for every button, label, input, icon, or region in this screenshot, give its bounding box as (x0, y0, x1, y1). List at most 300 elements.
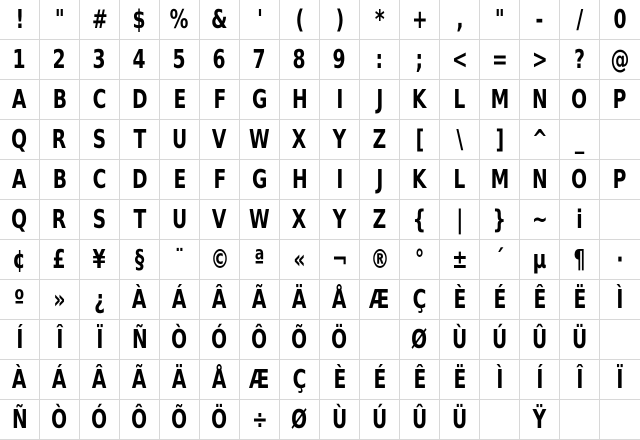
glyph-character: Æ (369, 284, 390, 315)
glyph-character: { (412, 204, 427, 235)
glyph-cell[interactable] (280, 0, 320, 40)
glyph-cell[interactable] (160, 200, 200, 240)
glyph-character: Î (56, 324, 63, 355)
glyph-cell[interactable] (560, 120, 600, 160)
glyph-cell[interactable] (520, 400, 560, 440)
glyph-cell[interactable] (280, 120, 320, 160)
glyph-cell[interactable] (440, 160, 480, 200)
glyph-cell[interactable] (40, 320, 80, 360)
glyph-cell[interactable] (40, 360, 80, 400)
glyph-cell[interactable] (120, 280, 160, 320)
glyph-cell[interactable] (240, 360, 280, 400)
glyph-cell[interactable] (520, 320, 560, 360)
glyph-character: # (91, 4, 108, 35)
glyph-character: 6 (212, 44, 227, 75)
glyph-cell[interactable] (400, 280, 440, 320)
glyph-cell[interactable] (160, 240, 200, 280)
glyph-character: ´ (494, 244, 505, 275)
glyph-cell[interactable] (360, 0, 400, 40)
glyph-cell[interactable] (0, 360, 40, 400)
glyph-cell[interactable] (480, 240, 520, 280)
glyph-cell[interactable] (120, 360, 160, 400)
glyph-cell[interactable] (360, 80, 400, 120)
glyph-character: D (131, 84, 148, 115)
glyph-character: ! (15, 4, 24, 35)
glyph-character: * (374, 4, 385, 35)
glyph-character: R (52, 204, 67, 235)
glyph-cell[interactable] (360, 320, 400, 360)
glyph-cell[interactable] (200, 80, 240, 120)
glyph-cell[interactable] (520, 280, 560, 320)
glyph-character: Ù (331, 404, 348, 435)
glyph-cell[interactable] (600, 160, 640, 200)
glyph-cell[interactable] (440, 400, 480, 440)
glyph-character: T (133, 204, 146, 235)
glyph-character: O (571, 164, 588, 195)
glyph-cell[interactable] (160, 0, 200, 40)
glyph-cell[interactable] (360, 280, 400, 320)
glyph-character: Á (52, 364, 67, 395)
glyph-character: 1 (12, 44, 27, 75)
glyph-cell[interactable] (240, 240, 280, 280)
glyph-character: À (132, 284, 147, 315)
glyph-character: L (453, 84, 466, 115)
glyph-cell[interactable] (0, 160, 40, 200)
glyph-cell[interactable] (440, 0, 480, 40)
glyph-cell[interactable] (120, 200, 160, 240)
glyph-character: " (54, 4, 65, 35)
glyph-character: T (133, 124, 146, 155)
glyph-character: Ü (571, 324, 588, 355)
glyph-character: X (292, 124, 307, 155)
glyph-cell[interactable] (400, 360, 440, 400)
glyph-cell[interactable] (560, 240, 600, 280)
glyph-character: Ø (411, 324, 428, 355)
glyph-character: E (173, 164, 186, 195)
glyph-cell[interactable] (440, 360, 480, 400)
glyph-cell[interactable] (360, 160, 400, 200)
glyph-cell[interactable] (320, 240, 360, 280)
glyph-cell[interactable] (120, 0, 160, 40)
glyph-character: ~ (531, 204, 548, 235)
glyph-cell[interactable] (200, 240, 240, 280)
glyph-character: 9 (332, 44, 347, 75)
glyph-cell[interactable] (400, 160, 440, 200)
glyph-cell[interactable] (40, 120, 80, 160)
glyph-character: G (251, 164, 268, 195)
glyph-cell[interactable] (400, 200, 440, 240)
glyph-character: ¶ (573, 244, 586, 275)
glyph-character: Ø (291, 404, 308, 435)
glyph-character: P (613, 164, 627, 195)
glyph-cell[interactable] (80, 320, 120, 360)
glyph-character: Ã (252, 284, 267, 315)
glyph-cell[interactable] (440, 240, 480, 280)
glyph-cell[interactable] (320, 40, 360, 80)
glyph-cell[interactable] (80, 400, 120, 440)
glyph-cell[interactable] (120, 240, 160, 280)
glyph-cell[interactable] (40, 160, 80, 200)
glyph-cell[interactable] (480, 400, 520, 440)
glyph-character: ± (451, 244, 468, 275)
glyph-cell[interactable] (360, 360, 400, 400)
glyph-character: Ò (171, 324, 188, 355)
glyph-cell[interactable] (0, 240, 40, 280)
glyph-character: · (616, 244, 624, 275)
glyph-character: É (493, 284, 506, 315)
glyph-character: È (333, 364, 346, 395)
glyph-cell[interactable] (0, 40, 40, 80)
glyph-cell[interactable] (560, 320, 600, 360)
glyph-cell[interactable] (560, 160, 600, 200)
glyph-character: R (52, 124, 67, 155)
glyph-character: J (376, 84, 383, 115)
glyph-cell[interactable] (80, 0, 120, 40)
glyph-character: 0 (613, 4, 627, 35)
glyph-cell[interactable] (520, 240, 560, 280)
glyph-cell[interactable] (320, 320, 360, 360)
glyph-character: = (491, 44, 508, 75)
glyph-character: § (134, 244, 145, 275)
glyph-cell[interactable] (400, 0, 440, 40)
glyph-cell[interactable] (520, 80, 560, 120)
glyph-cell[interactable] (280, 40, 320, 80)
glyph-cell[interactable] (280, 280, 320, 320)
glyph-cell[interactable] (80, 160, 120, 200)
glyph-character: Ù (451, 324, 468, 355)
glyph-cell[interactable] (280, 320, 320, 360)
glyph-character: V (212, 124, 227, 155)
glyph-cell[interactable] (600, 0, 640, 40)
glyph-character: B (52, 164, 67, 195)
glyph-character: Z (372, 124, 387, 155)
glyph-cell[interactable] (600, 200, 640, 240)
glyph-cell[interactable] (0, 280, 40, 320)
glyph-character: > (531, 44, 548, 75)
glyph-cell[interactable] (80, 120, 120, 160)
glyph-character: I (336, 84, 343, 115)
glyph-character: i (576, 204, 583, 235)
glyph-cell[interactable] (480, 200, 520, 240)
glyph-cell[interactable] (40, 240, 80, 280)
glyph-character: H (291, 164, 308, 195)
glyph-cell[interactable] (600, 240, 640, 280)
glyph-character: 4 (132, 44, 147, 75)
glyph-cell[interactable] (240, 400, 280, 440)
glyph-cell[interactable] (0, 320, 40, 360)
glyph-cell[interactable] (440, 200, 480, 240)
glyph-cell[interactable] (280, 80, 320, 120)
glyph-cell[interactable] (40, 280, 80, 320)
glyph-character: H (291, 84, 308, 115)
glyph-cell[interactable] (480, 360, 520, 400)
glyph-cell[interactable] (280, 400, 320, 440)
glyph-cell[interactable] (160, 360, 200, 400)
glyph-cell[interactable] (200, 120, 240, 160)
glyph-character: Ó (211, 324, 228, 355)
glyph-character: Y (332, 124, 347, 155)
glyph-cell[interactable] (0, 80, 40, 120)
glyph-character: Û (411, 404, 428, 435)
glyph-character: Ä (172, 364, 187, 395)
glyph-character: N (531, 84, 548, 115)
glyph-character: µ (532, 244, 547, 275)
glyph-character: ^ (531, 124, 548, 155)
glyph-cell[interactable] (520, 360, 560, 400)
glyph-character: C (92, 84, 107, 115)
glyph-cell[interactable] (240, 120, 280, 160)
glyph-character: A (12, 164, 27, 195)
glyph-cell[interactable] (0, 400, 40, 440)
glyph-character: Ô (251, 324, 268, 355)
glyph-character: ¬ (331, 244, 348, 275)
glyph-cell[interactable] (40, 0, 80, 40)
glyph-character: : (375, 44, 384, 75)
glyph-cell[interactable] (480, 320, 520, 360)
glyph-character: Y (332, 204, 347, 235)
glyph-character: ; (415, 44, 424, 75)
glyph-cell[interactable] (480, 280, 520, 320)
glyph-cell[interactable] (120, 80, 160, 120)
glyph-cell[interactable] (360, 200, 400, 240)
glyph-cell[interactable] (320, 0, 360, 40)
glyph-cell[interactable] (360, 120, 400, 160)
glyph-cell[interactable] (480, 80, 520, 120)
glyph-cell[interactable] (80, 200, 120, 240)
glyph-cell[interactable] (280, 240, 320, 280)
glyph-cell[interactable] (480, 0, 520, 40)
glyph-character: ) (335, 4, 344, 35)
glyph-cell[interactable] (160, 320, 200, 360)
glyph-cell[interactable] (120, 320, 160, 360)
glyph-cell[interactable] (200, 0, 240, 40)
glyph-cell[interactable] (560, 0, 600, 40)
glyph-cell[interactable] (400, 400, 440, 440)
glyph-character: M (490, 84, 509, 115)
glyph-character: Â (92, 364, 107, 395)
glyph-character: É (373, 364, 386, 395)
glyph-character: Ê (533, 284, 546, 315)
glyph-cell[interactable] (200, 320, 240, 360)
glyph-cell[interactable] (80, 80, 120, 120)
glyph-cell[interactable] (240, 160, 280, 200)
glyph-character: À (12, 364, 27, 395)
glyph-cell[interactable] (320, 400, 360, 440)
glyph-character: $ (132, 4, 147, 35)
glyph-character: 7 (252, 44, 267, 75)
glyph-character: | (456, 204, 463, 235)
glyph-cell[interactable] (480, 40, 520, 80)
glyph-cell[interactable] (200, 200, 240, 240)
glyph-cell[interactable] (240, 80, 280, 120)
glyph-cell[interactable] (160, 40, 200, 80)
glyph-character: Q (11, 204, 28, 235)
glyph-cell[interactable] (120, 400, 160, 440)
glyph-character: C (92, 164, 107, 195)
glyph-cell[interactable] (520, 120, 560, 160)
glyph-cell[interactable] (160, 160, 200, 200)
glyph-character: © (210, 244, 229, 275)
glyph-cell[interactable] (320, 160, 360, 200)
glyph-cell[interactable] (80, 40, 120, 80)
glyph-cell[interactable] (360, 400, 400, 440)
glyph-cell[interactable] (80, 280, 120, 320)
glyph-cell[interactable] (600, 320, 640, 360)
glyph-cell[interactable] (280, 360, 320, 400)
glyph-cell[interactable] (280, 160, 320, 200)
glyph-cell[interactable] (160, 80, 200, 120)
glyph-cell[interactable] (480, 120, 520, 160)
glyph-cell[interactable] (200, 40, 240, 80)
glyph-cell[interactable] (320, 280, 360, 320)
glyph-cell[interactable] (400, 240, 440, 280)
glyph-cell[interactable] (440, 320, 480, 360)
glyph-character: + (411, 4, 428, 35)
glyph-cell[interactable] (440, 80, 480, 120)
glyph-character: V (212, 204, 227, 235)
glyph-cell[interactable] (400, 320, 440, 360)
glyph-cell[interactable] (600, 120, 640, 160)
glyph-character: ¿ (94, 284, 105, 315)
glyph-character: N (531, 164, 548, 195)
glyph-cell[interactable] (440, 280, 480, 320)
glyph-character: ª (254, 244, 265, 275)
glyph-cell[interactable] (0, 0, 40, 40)
glyph-cell[interactable] (320, 120, 360, 160)
glyph-cell[interactable] (80, 360, 120, 400)
glyph-character: Ÿ (532, 404, 547, 435)
glyph-cell[interactable] (320, 80, 360, 120)
glyph-character: Ï (96, 324, 103, 355)
glyph-character: A (12, 84, 27, 115)
glyph-character: U (171, 204, 188, 235)
glyph-cell[interactable] (320, 360, 360, 400)
glyph-character: F (213, 164, 226, 195)
glyph-cell[interactable] (600, 40, 640, 80)
glyph-cell[interactable] (160, 400, 200, 440)
glyph-cell[interactable] (560, 200, 600, 240)
glyph-cell[interactable] (600, 80, 640, 120)
glyph-character: - (535, 4, 544, 35)
glyph-cell[interactable] (160, 280, 200, 320)
glyph-cell[interactable] (360, 240, 400, 280)
glyph-cell[interactable] (520, 0, 560, 40)
glyph-cell[interactable] (520, 40, 560, 80)
glyph-character: Ò (51, 404, 68, 435)
glyph-cell[interactable] (440, 40, 480, 80)
glyph-cell[interactable] (560, 80, 600, 120)
glyph-character: 8 (292, 44, 307, 75)
glyph-cell[interactable] (600, 360, 640, 400)
glyph-character: ® (370, 244, 389, 275)
glyph-cell[interactable] (200, 280, 240, 320)
glyph-cell[interactable] (600, 280, 640, 320)
glyph-cell[interactable] (560, 400, 600, 440)
glyph-character: % (170, 4, 189, 35)
glyph-cell[interactable] (200, 360, 240, 400)
glyph-character: G (251, 84, 268, 115)
glyph-character: Ö (331, 324, 348, 355)
glyph-cell[interactable] (40, 40, 80, 80)
glyph-cell[interactable] (560, 280, 600, 320)
glyph-character: / (576, 4, 583, 35)
glyph-character: « (293, 244, 306, 275)
glyph-character: Ü (451, 404, 468, 435)
glyph-cell[interactable] (240, 0, 280, 40)
glyph-cell[interactable] (520, 200, 560, 240)
glyph-cell[interactable] (240, 320, 280, 360)
glyph-character: º (14, 284, 25, 315)
glyph-character: L (453, 164, 466, 195)
glyph-character: Á (172, 284, 187, 315)
glyph-cell[interactable] (40, 400, 80, 440)
glyph-character: & (211, 4, 228, 35)
glyph-character: Å (212, 364, 227, 395)
glyph-cell[interactable] (400, 120, 440, 160)
glyph-character: Ú (491, 324, 508, 355)
glyph-cell[interactable] (40, 80, 80, 120)
glyph-character: ¨ (174, 244, 185, 275)
glyph-character: 2 (52, 44, 67, 75)
glyph-character: Î (576, 364, 583, 395)
glyph-cell[interactable] (280, 200, 320, 240)
glyph-cell[interactable] (320, 200, 360, 240)
glyph-cell[interactable] (520, 160, 560, 200)
glyph-character: Ñ (11, 404, 28, 435)
glyph-character: } (492, 204, 507, 235)
glyph-cell[interactable] (200, 400, 240, 440)
glyph-character: Ç (412, 284, 427, 315)
glyph-character: Q (11, 124, 28, 155)
glyph-character: ( (295, 4, 304, 35)
glyph-character: Ô (131, 404, 148, 435)
glyph-cell[interactable] (240, 280, 280, 320)
glyph-character: \ (456, 124, 463, 155)
glyph-character: Å (332, 284, 347, 315)
glyph-cell[interactable] (400, 80, 440, 120)
glyph-character: ' (256, 4, 263, 35)
glyph-cell[interactable] (400, 40, 440, 80)
glyph-cell[interactable] (80, 240, 120, 280)
glyph-cell[interactable] (440, 120, 480, 160)
glyph-character: K (412, 84, 427, 115)
glyph-cell[interactable] (120, 40, 160, 80)
glyph-cell[interactable] (0, 120, 40, 160)
glyph-cell[interactable] (160, 120, 200, 160)
glyph-cell[interactable] (40, 200, 80, 240)
glyph-character: U (171, 124, 188, 155)
glyph-cell[interactable] (120, 120, 160, 160)
glyph-character: W (249, 124, 270, 155)
glyph-cell[interactable] (480, 160, 520, 200)
glyph-character: ¥ (92, 244, 107, 275)
glyph-cell[interactable] (600, 400, 640, 440)
glyph-cell[interactable] (560, 360, 600, 400)
glyph-character: ¢ (12, 244, 27, 275)
glyph-cell[interactable] (240, 200, 280, 240)
glyph-cell[interactable] (560, 40, 600, 80)
glyph-cell[interactable] (200, 160, 240, 200)
glyph-character: W (249, 204, 270, 235)
glyph-cell[interactable] (360, 40, 400, 80)
glyph-cell[interactable] (240, 40, 280, 80)
glyph-character: Ä (292, 284, 307, 315)
glyph-character: Ú (371, 404, 388, 435)
glyph-character: 3 (92, 44, 107, 75)
glyph-cell[interactable] (0, 200, 40, 240)
glyph-character: " (494, 4, 505, 35)
glyph-cell[interactable] (120, 160, 160, 200)
